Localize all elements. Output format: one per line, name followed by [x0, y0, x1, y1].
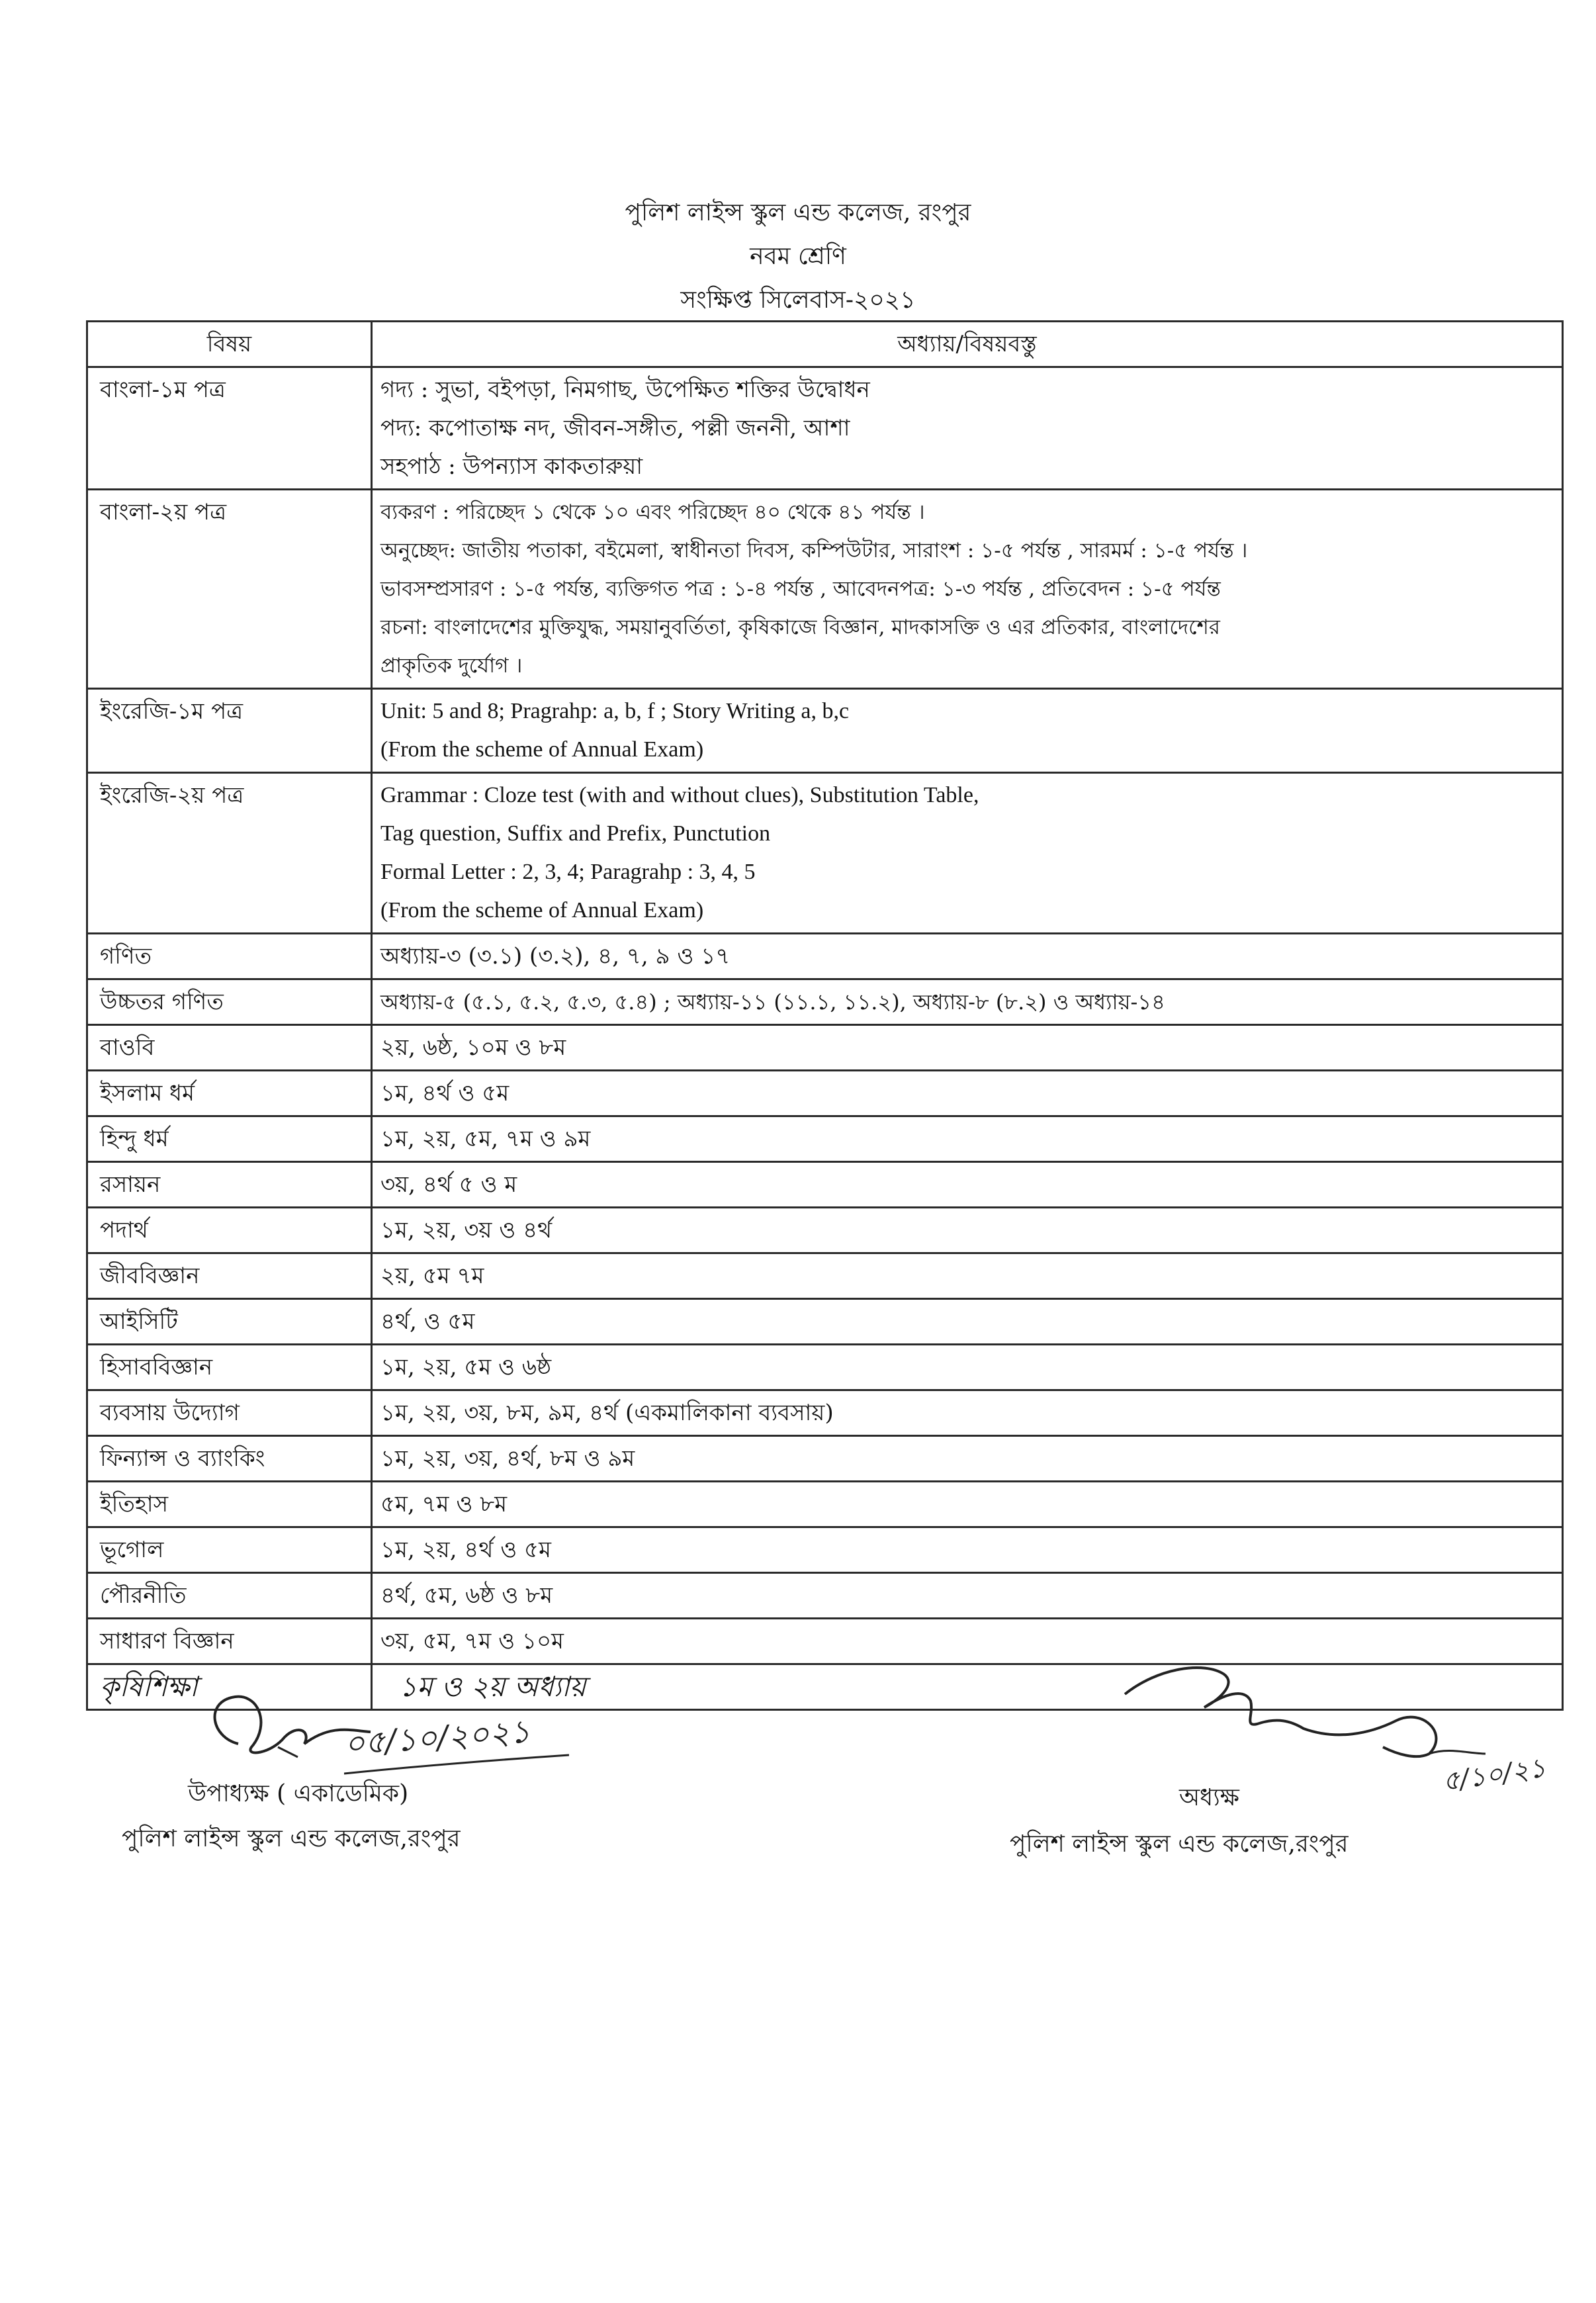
subject-column-header: বিষয় [87, 322, 372, 367]
subject-cell: ইতিহাস [87, 1482, 372, 1527]
table-row [87, 1071, 1563, 1116]
table-row [87, 367, 1563, 490]
subject-cell: বাংলা-২য় পত্র [87, 490, 372, 689]
content-line: ভাবসম্প্রসারণ : ১-৫ পর্যন্ত, ব্যক্তিগত পত্র : ১-৪ পর্যন্ত , আবেদনপত্র: ১-৩ পর্যন্ত , প্রতিবেদন : ১-৫ পর্যন্ত [380, 577, 1221, 601]
content-cell [372, 773, 1563, 934]
subject-cell: পদার্থ [87, 1208, 372, 1253]
content-cell: অধ্যায়-৫ (৫.১, ৫.২, ৫.৩, ৫.৪) ; অধ্যায়-১১ (১১.১, ১১.২), অধ্যায়-৮ (৮.২) ও অধ্যায়-১৪ [372, 979, 1563, 1025]
subject-cell: জীববিজ্ঞান [87, 1253, 372, 1299]
content-line: সহপাঠ : উপন্যাস কাকতারুয়া [380, 453, 643, 480]
content-cell: ৩য়, ৫ম, ৭ম ও ১০ম [372, 1619, 1563, 1664]
content-line: Tag question, Suffix and Prefix, Punctution [380, 821, 771, 846]
content-cell: ৪র্থ, ও ৫ম [372, 1299, 1563, 1345]
content-cell: ৩য়, ৪র্থ ৫ ও ম [372, 1162, 1563, 1208]
content-cell: ১ম, ২য়, ৪র্থ ও ৫ম [372, 1527, 1563, 1573]
subject-cell: হিসাববিজ্ঞান [87, 1345, 372, 1390]
table-row [87, 1253, 1563, 1299]
content-line: ব্যকরণ : পরিচ্ছেদ ১ থেকে ১০ এবং পরিচ্ছেদ ৪০ থেকে ৪১ পর্যন্ত । [380, 500, 925, 524]
subject-cell: পৌরনীতি [87, 1573, 372, 1619]
content-cell: ৫ম, ৭ম ও ৮ম [372, 1482, 1563, 1527]
table-row [87, 1345, 1563, 1390]
subject-cell: ইংরেজি-২য় পত্র [87, 773, 372, 934]
subject-cell: উচ্চতর গণিত [87, 979, 372, 1025]
content-cell: ৪র্থ, ৫ম, ৬ষ্ঠ ও ৮ম [372, 1573, 1563, 1619]
table-header-row [87, 322, 1563, 367]
table-row [87, 979, 1563, 1025]
content-line: Formal Letter : 2, 3, 4; Paragrahp : 3, 4, 5 [380, 860, 756, 884]
principal-title: অধ্যক্ষ [1179, 1784, 1239, 1811]
content-cell [372, 490, 1563, 689]
principal-date: ৫/১০/২১ [1441, 1752, 1548, 1797]
content-cell: ১ম, ২য়, ৫ম, ৭ম ও ৯ম [372, 1116, 1563, 1162]
content-cell: ২য়, ৫ম ৭ম [372, 1253, 1563, 1299]
content-line: অনুচ্ছেদ: জাতীয় পতাকা, বইমেলা, স্বাধীনতা দিবস, কম্পিউটার, সারাংশ : ১-৫ পর্যন্ত , সারমর্ম : ১-৫ পর্যন্ত । [380, 539, 1248, 563]
table-row [87, 1025, 1563, 1071]
content-line: Unit: 5 and 8; Pragrahp: a, b, f ; Story Writing a, b,c [380, 699, 850, 723]
subject-cell: গণিত [87, 934, 372, 979]
subject-cell-handwritten: কৃষিশিক্ষা [87, 1664, 372, 1710]
subject-cell: হিন্দু ধর্ম [87, 1116, 372, 1162]
content-line: রচনা: বাংলাদেশের মুক্তিযুদ্ধ, সময়ানুবর্তিতা, কৃষিকাজে বিজ্ঞান, মাদকাসক্তি ও এর প্রতিকার, বাংলাদেশের [380, 615, 1220, 639]
date-underline [344, 1754, 569, 1780]
content-cell: ১ম, ২য়, ৫ম ও ৬ষ্ঠ [372, 1345, 1563, 1390]
vice-principal-date: ০৫/১০/২০২১ [343, 1713, 532, 1763]
content-cell: ২য়, ৬ষ্ঠ, ১০ম ও ৮ম [372, 1025, 1563, 1071]
content-line: (From the scheme of Annual Exam) [380, 737, 704, 762]
content-cell: ১ম, ২য়, ৩য়, ৮ম, ৯ম, ৪র্থ (একমালিকানা ব্যবসায়) [372, 1390, 1563, 1436]
content-cell [372, 689, 1563, 773]
content-line: Grammar : Cloze test (with and without clues), Substitution Table, [380, 783, 979, 807]
table-row [87, 1162, 1563, 1208]
vice-principal-org: পুলিশ লাইন্স স্কুল এন্ড কলেজ,রংপুর [122, 1825, 461, 1852]
content-line: প্রাকৃতিক দুর্যোগ । [380, 654, 523, 678]
subject-cell: ভূগোল [87, 1527, 372, 1573]
syllabus-table [86, 320, 1564, 1711]
subject-cell: রসায়ন [87, 1162, 372, 1208]
subject-cell: ইংরেজি-১ম পত্র [87, 689, 372, 773]
subject-cell: বাওবি [87, 1025, 372, 1071]
subject-cell: ফিন্যান্স ও ব্যাংকিং [87, 1436, 372, 1482]
table-row [87, 773, 1563, 934]
subject-cell: ব্যবসায় উদ্যোগ [87, 1390, 372, 1436]
table-row [87, 490, 1563, 689]
content-line: গদ্য : সুভা, বইপড়া, নিমগাছ, উপেক্ষিত শক্তির উদ্বোধন [380, 377, 870, 403]
principal-signature [1118, 1654, 1489, 1767]
syllabus-title: সংক্ষিপ্ত সিলেবাস-২০২১ [680, 287, 916, 314]
table-row [87, 1482, 1563, 1527]
table-row [87, 689, 1563, 773]
table-row [87, 1436, 1563, 1482]
content-cell [372, 367, 1563, 490]
principal-org: পুলিশ লাইন্স স্কুল এন্ড কলেজ,রংপুর [1010, 1830, 1349, 1858]
table-row [87, 1573, 1563, 1619]
table-row [87, 1208, 1563, 1253]
subject-cell: বাংলা-১ম পত্র [87, 367, 372, 490]
table-row [87, 1299, 1563, 1345]
content-cell-handwritten: ১ম ও ২য় অধ্যায় [372, 1664, 1563, 1710]
content-cell: অধ্যায়-৩ (৩.১) (৩.২), ৪, ৭, ৯ ও ১৭ [372, 934, 1563, 979]
content-line: (From the scheme of Annual Exam) [380, 898, 704, 923]
institution-name: পুলিশ লাইন্স স্কুল এন্ড কলেজ, রংপুর [625, 199, 971, 226]
subject-cell: সাধারণ বিজ্ঞান [87, 1619, 372, 1664]
content-line: পদ্য: কপোতাক্ষ নদ, জীবন-সঙ্গীত, পল্লী জননী, আশা [380, 415, 850, 441]
class-name: নবম শ্রেণি [750, 243, 846, 270]
table-row [87, 1390, 1563, 1436]
table-row [87, 1116, 1563, 1162]
content-column-header: অধ্যায়/বিষয়বস্তু [372, 322, 1563, 367]
content-cell: ১ম, ২য়, ৩য় ও ৪র্থ [372, 1208, 1563, 1253]
vice-principal-title: উপাধ্যক্ষ ( একাডেমিক) [188, 1780, 409, 1807]
subject-cell: ইসলাম ধর্ম [87, 1071, 372, 1116]
subject-cell: আইসিটি [87, 1299, 372, 1345]
content-cell: ১ম, ২য়, ৩য়, ৪র্থ, ৮ম ও ৯ম [372, 1436, 1563, 1482]
table-row [87, 1527, 1563, 1573]
content-cell: ১ম, ৪র্থ ও ৫ম [372, 1071, 1563, 1116]
table-row [87, 934, 1563, 979]
